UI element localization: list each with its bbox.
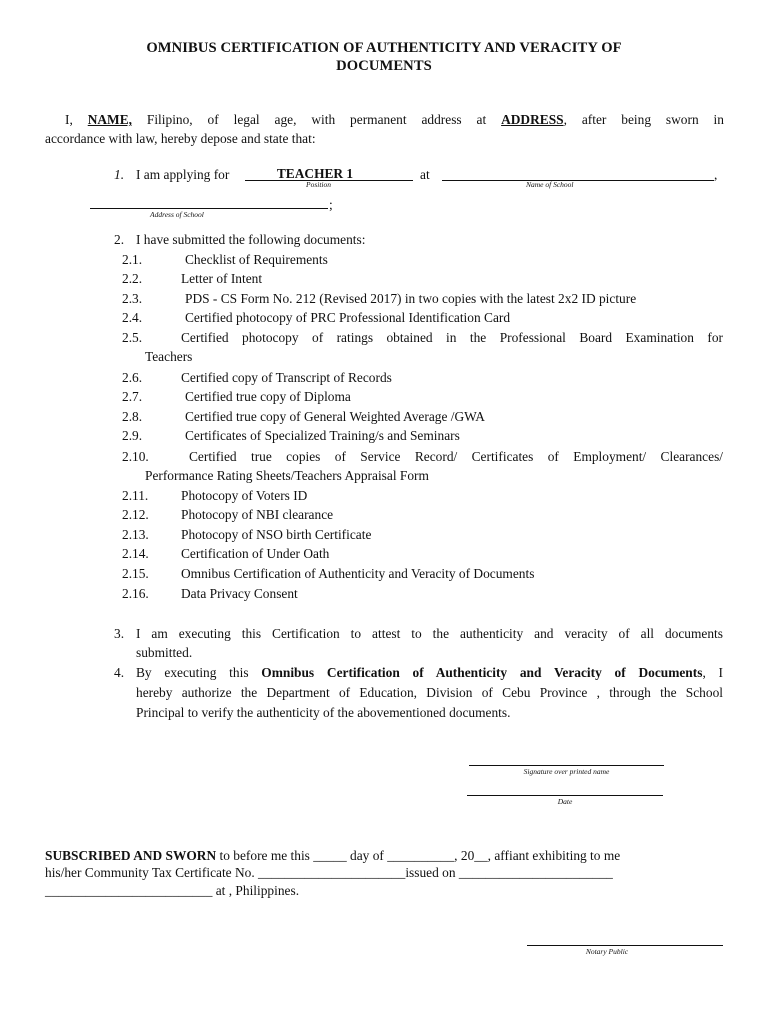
list-item-number: 2.8. (122, 409, 143, 424)
jurat-bold: SUBSCRIBED AND SWORN (45, 848, 217, 863)
item4-line2: hereby authorize the Department of Education, Division of Cebu Province , through the School (136, 685, 723, 700)
item2-number: 2. (114, 232, 125, 247)
list-item: Photocopy of Voters ID (181, 488, 308, 503)
jurat-line2: his/her Community Tax Certificate No. ______________________issued on _______________________ (45, 865, 613, 880)
jurat-line3: _________________________ at , Philippines. (45, 883, 300, 898)
affiant-address: ADDRESS (501, 112, 564, 127)
list-item-number: 2.2. (122, 271, 143, 286)
list-item: Certified photocopy of ratings obtained in the Professional Board Examination for (181, 330, 723, 345)
item1-number: 1. (114, 167, 125, 182)
list-item-continuation: Performance Rating Sheets/Teachers Appraisal Form (145, 468, 429, 483)
date-line[interactable] (467, 795, 663, 796)
intro-line2: accordance with law, hereby depose and state that: (45, 131, 316, 146)
intro-i: I, (65, 112, 73, 127)
school-name-field-line[interactable] (442, 180, 714, 181)
list-item: Certificates of Specialized Training/s and Seminars (185, 428, 460, 443)
list-item: Certified photocopy of PRC Professional Identification Card (185, 310, 511, 325)
item1-at: at (420, 167, 430, 182)
list-item: Certified true copy of General Weighted Average /GWA (185, 409, 485, 424)
list-item: PDS - CS Form No. 212 (Revised 2017) in two copies with the latest 2x2 ID picture (185, 291, 637, 306)
item4-post: , I (702, 665, 723, 680)
signature-line[interactable] (469, 765, 664, 766)
position-label: Position (306, 180, 332, 189)
item3-line1: I am executing this Certification to attest to the authenticity and veracity of all documents (136, 626, 723, 641)
list-item-number: 2.14. (122, 546, 149, 561)
list-item: Letter of Intent (181, 271, 263, 286)
list-item-number: 2.4. (122, 310, 143, 325)
list-item-number: 2.7. (122, 389, 143, 404)
item4-line1 (136, 663, 723, 682)
item4-pre: By executing this (136, 665, 249, 680)
item2-text: I have submitted the following documents: (136, 232, 366, 247)
list-item: Certified true copies of Service Record/ Certificates of Employment/ Clearances/ (189, 449, 723, 464)
list-item-number: 2.3. (122, 291, 143, 306)
list-item: Photocopy of NBI clearance (181, 507, 334, 522)
document-title-line2: DOCUMENTS (336, 58, 432, 74)
date-label: Date (557, 797, 573, 806)
item1-comma: , (714, 167, 718, 182)
intro-line1 (45, 110, 724, 129)
item4-number: 4. (114, 665, 125, 680)
list-item: Certified true copy of Diploma (185, 389, 351, 404)
list-item-number: 2.15. (122, 566, 149, 581)
list-item: Certified copy of Transcript of Records (181, 370, 392, 385)
school-address-field-line[interactable] (90, 208, 328, 209)
list-item: Checklist of Requirements (185, 252, 328, 267)
list-item: Photocopy of NSO birth Certificate (181, 527, 372, 542)
jurat-line1-text: to before me this _____ day of __________, 20__, affiant exhibiting to me (219, 848, 621, 863)
list-item-number: 2.10. (122, 449, 149, 464)
list-item-number: 2.1. (122, 252, 143, 267)
intro-end: , after being sworn in (563, 112, 724, 127)
item1-semicolon: ; (329, 197, 333, 212)
notary-label: Notary Public (585, 947, 629, 956)
position-value: TEACHER 1 (276, 166, 354, 181)
document-title-line1: OMNIBUS CERTIFICATION OF AUTHENTICITY AND VERACITY OF (146, 40, 622, 56)
list-item-number: 2.6. (122, 370, 143, 385)
item3-number: 3. (114, 626, 125, 641)
list-item-number: 2.5. (122, 330, 143, 345)
list-item-continuation: Teachers (145, 349, 193, 364)
list-item-number: 2.12. (122, 507, 149, 522)
affiant-name: NAME, (87, 112, 132, 127)
list-item: Omnibus Certification of Authenticity and Veracity of Documents (181, 566, 535, 581)
school-name-label: Name of School (526, 180, 574, 189)
list-item: Data Privacy Consent (181, 586, 298, 601)
item4-bold: Omnibus Certification of Authenticity and Veracity of Documents (261, 665, 703, 680)
list-item-number: 2.11. (122, 488, 149, 503)
list-item-number: 2.9. (122, 428, 143, 443)
signature-label: Signature over printed name (523, 767, 610, 776)
item3-line2: submitted. (136, 645, 193, 660)
list-item-number: 2.13. (122, 527, 149, 542)
intro-mid: Filipino, of legal age, with permanent address at (146, 112, 487, 127)
notary-signature-line[interactable] (527, 945, 723, 946)
school-address-label: Address of School (150, 210, 204, 219)
item1-text: I am applying for (136, 167, 230, 182)
list-item: Certification of Under Oath (181, 546, 330, 561)
item4-line3: Principal to verify the authenticity of the abovementioned documents. (136, 705, 511, 720)
list-item-number: 2.16. (122, 586, 149, 601)
